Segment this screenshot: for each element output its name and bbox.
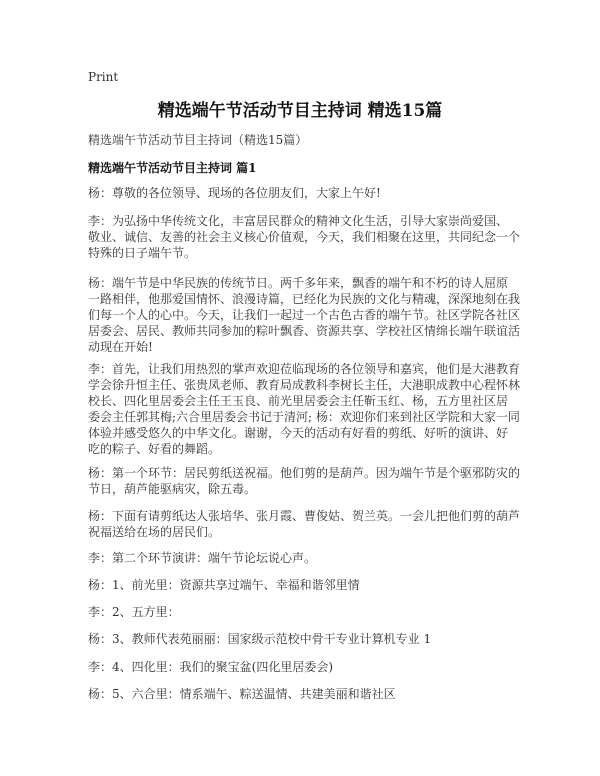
paragraph: 李：2、五方里： — [88, 605, 180, 619]
paragraph: 杨：尊敬的各位领导、现场的各位朋友们，大家上午好! — [88, 186, 381, 200]
paragraph: 杨：5、六合里：情系端午、粽送温情、共建美丽和谐社区 — [88, 687, 396, 701]
document-title: 精选端午节活动节目主持词 精选15篇 — [157, 101, 443, 121]
paragraph: 李：第二个环节演讲：端午节论坛说心声。 — [88, 551, 317, 565]
document-subtitle: 精选端午节活动节目主持词（精选15篇） — [88, 133, 308, 147]
paragraph: 杨：第一个环节：居民剪纸送祝福。他们剪的是葫芦。因为端午节是个驱邪防灾的 节日，葫芦能驱病灾，除五毒。 — [88, 466, 521, 496]
paragraph: 杨：3、教师代表苑丽丽：国家级示范校中骨干专业计算机专业 1 — [88, 632, 432, 646]
paragraph: 杨：下面有请剪纸达人张培华、张月霞、曹俊姑、贺兰英。一会儿把他们剪的葫芦 祝福送给在场的居民们。 — [88, 509, 521, 539]
section-heading: 精选端午节活动节目主持词 篇1 — [88, 161, 257, 175]
paragraph: 李：为弘扬中华传统文化，丰富居民群众的精神文化生活，引导大家崇尚爱国、 敬业、诚信、友善的社会主义核心价值观，今天，我们相聚在这里，共同纪念一个 特殊的日子端午节。 — [88, 214, 521, 260]
paragraph: 杨：1、前光里：资源共享过端午、幸福和谐邻里情 — [88, 578, 360, 592]
paragraph: 李：4、四化里：我们的聚宝盆(四化里居委会) — [88, 660, 333, 674]
paragraph: 杨：端午节是中华民族的传统节日。两千多年来，飘香的端午和不朽的诗人屈原 一路相伴，他那爱国情怀、浪漫诗篇，已经化为民族的文化与精魂，深深地刻在我 们每一个人的心中。今天，让我们一起过一个古色古香的端午节。社区学院各社区 居委会、居民、教师共同参加的粽叶飘香、资源共享、学校社区情绵长端午联谊活 动现在开始! — [88, 276, 521, 354]
print-link[interactable]: Print — [88, 70, 119, 84]
paragraph: 李：首先，让我们用热烈的掌声欢迎莅临现场的各位领导和嘉宾，他们是大港教育 学会徐升恒主任、张贵凤老师、教育局成教科李树长主任，大港职成教中心程怀林 校长、四化里居委会主任王玉良、前光里居委会主任靳玉红、杨，五方里社区居 委会主任郭其梅;六合里居委会书记于清河; 杨：欢迎你们来到社区学院和大家一同 体验并感受悠久的中华文化。谢谢，今天的活动有好看的剪纸、好听的演讲、好 吃的粽子、好看的舞蹈。 — [88, 362, 521, 456]
